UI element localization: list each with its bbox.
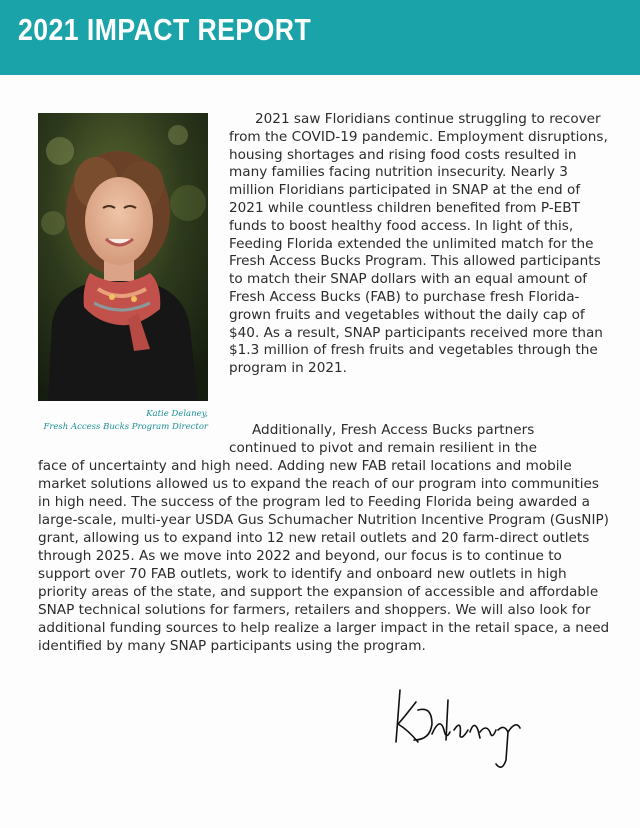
caption-role: Fresh Access Bucks Program Director [43,422,208,432]
body-paragraph-1 [229,111,609,378]
caption-name: Katie Delaney, [146,409,208,419]
paragraph-2-line-2: continued to pivot and remain resilient in the [229,440,537,456]
portrait-photo [38,113,208,401]
paragraph-2-text: face of uncertainty and high need. Adding new FAB retail locations and mobile market solutions allowed us to expand the reach of our program into communities in high need. The success of the program led to Feeding Florida being awarded a large-scale, multi-year USDA Gus Schumacher Nutrition Incentive Program (GusNIP) grant, allowing us to expand into 12 new retail outlets and 20 farm-direct outlets through 2025. As we move into 2022 and beyond, our focus is to continue to support over 70 FAB outlets, work to identify and onboard new outlets in high priority areas of the state, and support the expansion of accessible and affordable SNAP technical solutions for farmers, retailers and shoppers. We will also look for additional funding sources to help realize a larger impact in the retail space, a need identified by many SNAP participants using the program. [38,458,610,654]
paragraph-2-line-1: Additionally, Fresh Access Bucks partners [252,422,535,438]
signature-graphic [388,680,538,775]
report-title: 2021 IMPACT REPORT [18,12,312,47]
signature [388,680,538,775]
header-banner [0,0,640,75]
portrait-illustration [38,113,208,401]
paragraph-1-text: 2021 saw Floridians continue struggling to recover from the COVID-19 pandemic. Employment disruptions, housing shortages and rising food costs resulted in many families facing nutrition insecurity. Nearly 3 million Floridians participated in SNAP at the end of 2021 while countless children benefited from P-EBT funds to boost healthy food access. In light of this, Feeding Florida extended the unlimited match for the Fresh Access Bucks Program. This allowed participants to match their SNAP dollars with an equal amount of Fresh Access Bucks (FAB) to purchase fresh Florida-grown fruits and vegetables without the daily cap of $40. As a result, SNAP participants received more than $1.3 million of fresh fruits and vegetables through the program in 2021. [229,111,608,377]
body-paragraph-2 [38,421,610,655]
